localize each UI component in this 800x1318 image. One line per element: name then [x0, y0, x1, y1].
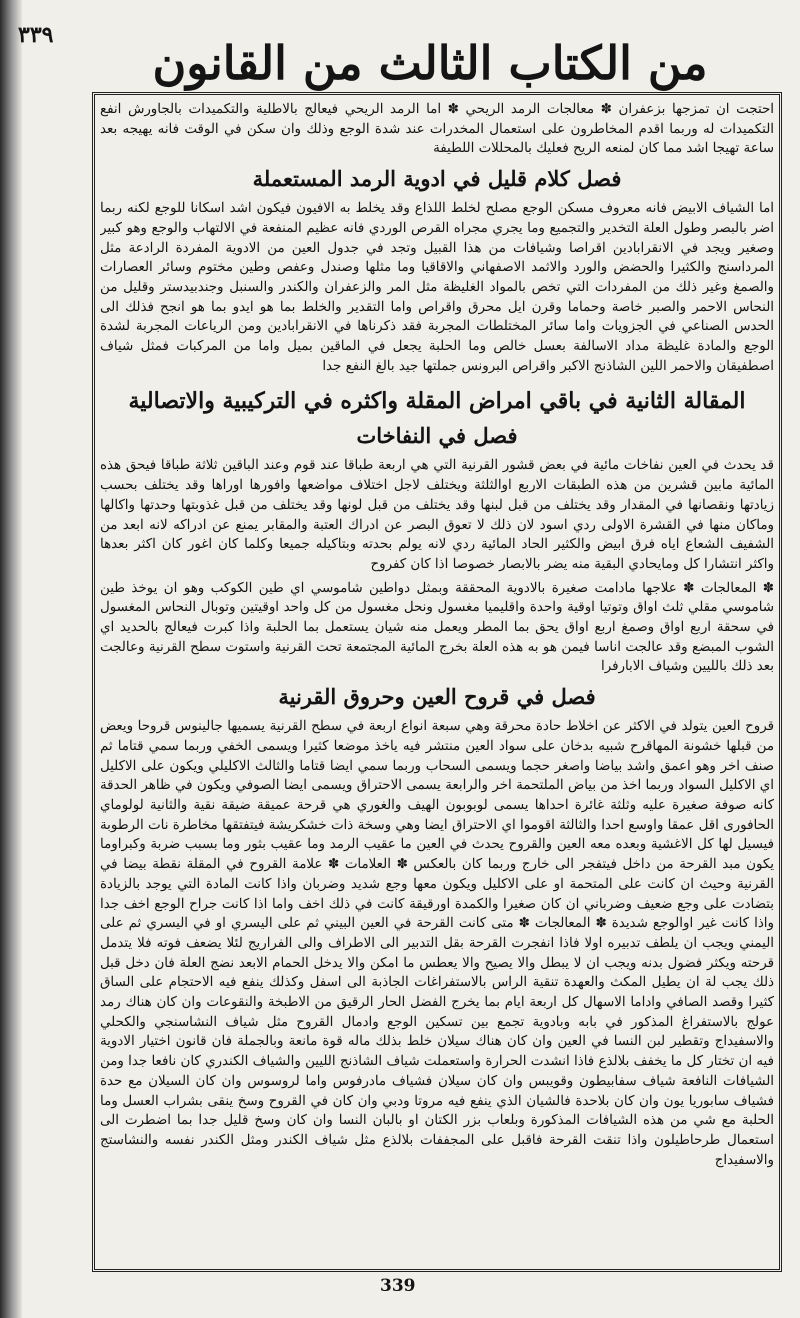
- section-heading-blisters: فصل في النفاخات: [356, 423, 518, 449]
- section-heading-remedies: فصل كلام قليل في ادوية الرمد المستعملة: [252, 166, 622, 192]
- page-number-top: ٣٣٩: [18, 22, 54, 48]
- paragraph-blisters: قد يحدث في العين نفاخات مائية في بعض قشور القرنية التي هي اربعة طباقا عند قوم وعند الباقين ثلاثة طباقا فيحق هذه المائية مابين قشرين من هذه الطبقات الاربع اوالثلثة ويختلف لاجل اختلاف مواضعها وافورها اوراها وقد يختلف بحسب زيادتها ونقصانها في المقدار وقد يختلف من قبل لبنها وقد يختلف من قبل لونها وقد يختلف من قبل غذوبتها وحدتها واكالها وماكان منها في القشرة الاولى ردي اسود لان ذلك لا تعوق البصر عن ادراك العتبة والمقابر يمنع عن ادراكه لانه ابعد من الشفيف الشعاع اياه فرق ابيض والكثير الحاد المائية ردي لانه يولم بحدته وبتاكيله جميعا وكلما كان اغور كان اكثر بعدها واكثر انتشارا كل ومايحادي البقية منه يضر بالابصار خصوصا اذا كان كفروح: [100, 458, 774, 572]
- intro-paragraph: احتجت ان تمزجها بزعفران ✽ معالجات الرمد الريحي ✽ اما الرمد الريحي فيعالج بالاطلية والتكميدات بالجاورش انفع التكميدات له وربما اقدم المخاطرون على استعمال المخدرات عند شدة الوجع وذلك وان سكن في الوقت فانه يهيجه بعد ساعة تهيجا اشد مما كان لمنعه الريح فعليك بالمحللات اللطيفة: [100, 102, 774, 157]
- running-title: من الكتاب الثالث من القانون: [152, 36, 708, 90]
- main-text: [100, 100, 774, 1260]
- paragraph-ulcers: قروح العين يتولد في الاكثر عن اخلاط حادة محرقة وهي سبعة انواع اربعة في سطح القرنية يسميها جالينوس قروحا ويعض من قبلها خشونة المهاقرح شبيه بدخان على سواد العين منتشر فيه ياخذ موضعا كثيرا ويسمى الخفي وربما سمي قتاما ثم صنف اخر وهو اعمق واشد بياضا واصغر حجما ويسمى السحاب وربما سمي ايضا قتاما والثالث الاكليلي ويكون على الاكليل اي الاكليل السواد وربما اخذ من بياض الملتحمة اخر والرابعة يسمى الاحتراق ويسمى ايضا الصوفي ويكون في ظاهر الحدقة كانه صوفة صغيرة عليه وثلثة غائرة احداها يسمى لوبوبون الهيف والغوري هي قرحة عميقة ضيقة نقية والثانية لولوماي الحافورى اقل عمقا واوسع احدا والثالثة اقوموا اي الاحتراق ايضا وهي وسخة ذات خشكريشة فيتفتقها مخاطرة نات الرطوبة فيسيل لها كل الاغشية وبعده معه العين والقروح يحدث في العين ما عقيب الرمد وما عقيب بثور وما بسبب ضربة وكبراوما يكون مبد القرحة من داخل فيتفجر الى خارج وربما كان بالعكس ✽ العلامات ✽ علامة القروح في المقلة نقطة بيضا في القرنية وحيث ان كانت على المتحمة او على الاكليل ويكون معها وجع شديد وضربان واذا كانت المادة التي يوجد بالزيادة بتضادت على وجع ضعيف وضرباني ان كان صغيرا والكمدة اورقيقة كانت في ذلك اخف واما اذا كانت جراح الوجع اخف جدا واذا كانت غير اوالوجع شديدة ✽ المعالجات ✽ متى كانت القرحة في العين البيني ثم على اليسري او في اليسري ثم على اليمني ويجب ان يلطف تدبيره اولا فاذا انفجرت القرحة بقل التدبير الى الاطراف والى الفراريج لئلا يضعف فوته فلا يتدمل قرحته ويكثر فضول بدنه ويجب ان لا يبطل والا يصيح والا يعطس ما امكن والا يدخل الحمام الابعد نضج العلة فان دخل قبل ذلك يجب لة ان يطيل المكث والعهدة تنقية الراس بالاستفراغات الجاذبة الى اسفل وكذلك ينفع فيه الاحتجام على الساق كثيرا وقصد الصافي واداما الاسهال كل اربعة ايام بما يخرج الفضل الحار الرقيق من الاطبخة والنقوعات وان كان هناك رمد عولج بالاستفراغ المذكور في بابه وبادوية تجمع بين تسكين الوجع وادمال القروح مثل شياف النشاسنجي والكحلي والاسفيداج وتقطير لبن النسا في العين وان كان هناك سيلان خلط بذلك ماله قوة مانعة وبالجملة فان قانون اختيار الادوية فيه ان تختار كل ما يخفف بلالذع فاذا انشدت الحرارة واستعملت شياف الشاذنج الليين والشياف الكندري كان نافعا جدا ومن الشيافات النافعة شياف سفابيطون وقويبس وان كان سيلان فشياف مادرفوس واما لروسوس وان كان السيلان مع حدة فشياف سابوريا يون وان كان بلاحدة فالشيان الذي ينفع فيه مروتا ودبي وان كان في القروح وسخ ينقى بشراب العسل وما الحلبة مع شي من هذه الشيافات المذكورة وبلعاب بزر الكتان او بالبان النسا وان كان وسخ قليل جدا بما اضطرت الى استعمال طرحاطيلون واذا تنقت القرحة فاقبل على المجففات بلالذع مثل شياف الكندر ومثل الكندر نفسه والنشاستج والاسفيداج: [100, 719, 774, 1168]
- maqala-heading: المقالة الثانية في باقي امراض المقلة واكثره في التركيبية والاتصالية: [128, 388, 746, 415]
- page-header: [90, 28, 770, 98]
- paragraph-blisters-treatment: ✽ المعالجات ✽ علاجها مادامت صغيرة بالادوية المحققة وبمثل دواطين شاموسي اي طين الكوكب وهو ان يوخذ طين شاموسي مقلي ثلث اواق وتوتيا اوقية واحدة واقليميا مغسول ونحل مغسول من كل واحد اوقيتين وتوبال النحاس المغسول في سحقة اربع اواق وصمغ اربع اواق يحق بما المطر ويعمل منه شيان يستعمل بما الحلبة واذا كبرت فيعالج بالحديد اي الشوب المبضع وقد عالجت اناسا فيمن هو به هذه العلة بخرج المائية المجتمعة تحت القرنية واستوت سطح القرنية وعالجت بعد ذلك بالليين وشياف الابارفرا: [100, 580, 774, 675]
- page-number-bottom: 339: [380, 1276, 416, 1296]
- paragraph-remedies: اما الشياف الابيض فانه معروف مسكن الوجع مصلح لخلط اللذاع وقد يخلط به الافيون فيكون اشد اسكانا للوجع لكنه ربما اضر بالبصر وطول العلة التخدير والتجميع وما يجري مجراه القرص الوردي فانه عظيم المنفعة في الالتهاب والوجع وهو كبير وصغير ويجد في الانقرابادين اقراصا وشيافات من هذا القبيل وتجد في جدول العين من الادوية المفردة الرادعة مثل المرداسنج والكثيرا والحضض والورد والاثمد الاصفهاني والاقاقيا وما مثلها وصندل وعفص وطين مختوم وسائر العصارات والصمغ وغير ذلك من المفردات التي تخص بالمواد الغليظة مثل المر والزعفران والكندر والسنبل وجندبيدستر وقليل من النحاس الاحمر والصبر خاصة وحماما وقرن ايل محرق واقراص واما التقدير والخلط بما هو ايدو بما هو انجح فذلك الى الحدس الصناعي في الجزويات واما سائر المختلطات المجربة فقد ذكرناها في الانقرابادين ومن الرياعات المجربة لشدة الوجع والمادة غليظة مداد الاسالفة بعسل خالص وما الحلبة يجعل في الماقين بميل واما من المركبات فمثل شياف اصطفيقان والاحمر اللين الشاذنج الاكبر واقراص البرونس جملتها جيد بالغ النفع جدا: [100, 201, 774, 374]
- book-spine-shadow: [0, 0, 22, 1318]
- section-heading-ulcers: فصل في قروح العين وحروق القرنية: [278, 684, 596, 710]
